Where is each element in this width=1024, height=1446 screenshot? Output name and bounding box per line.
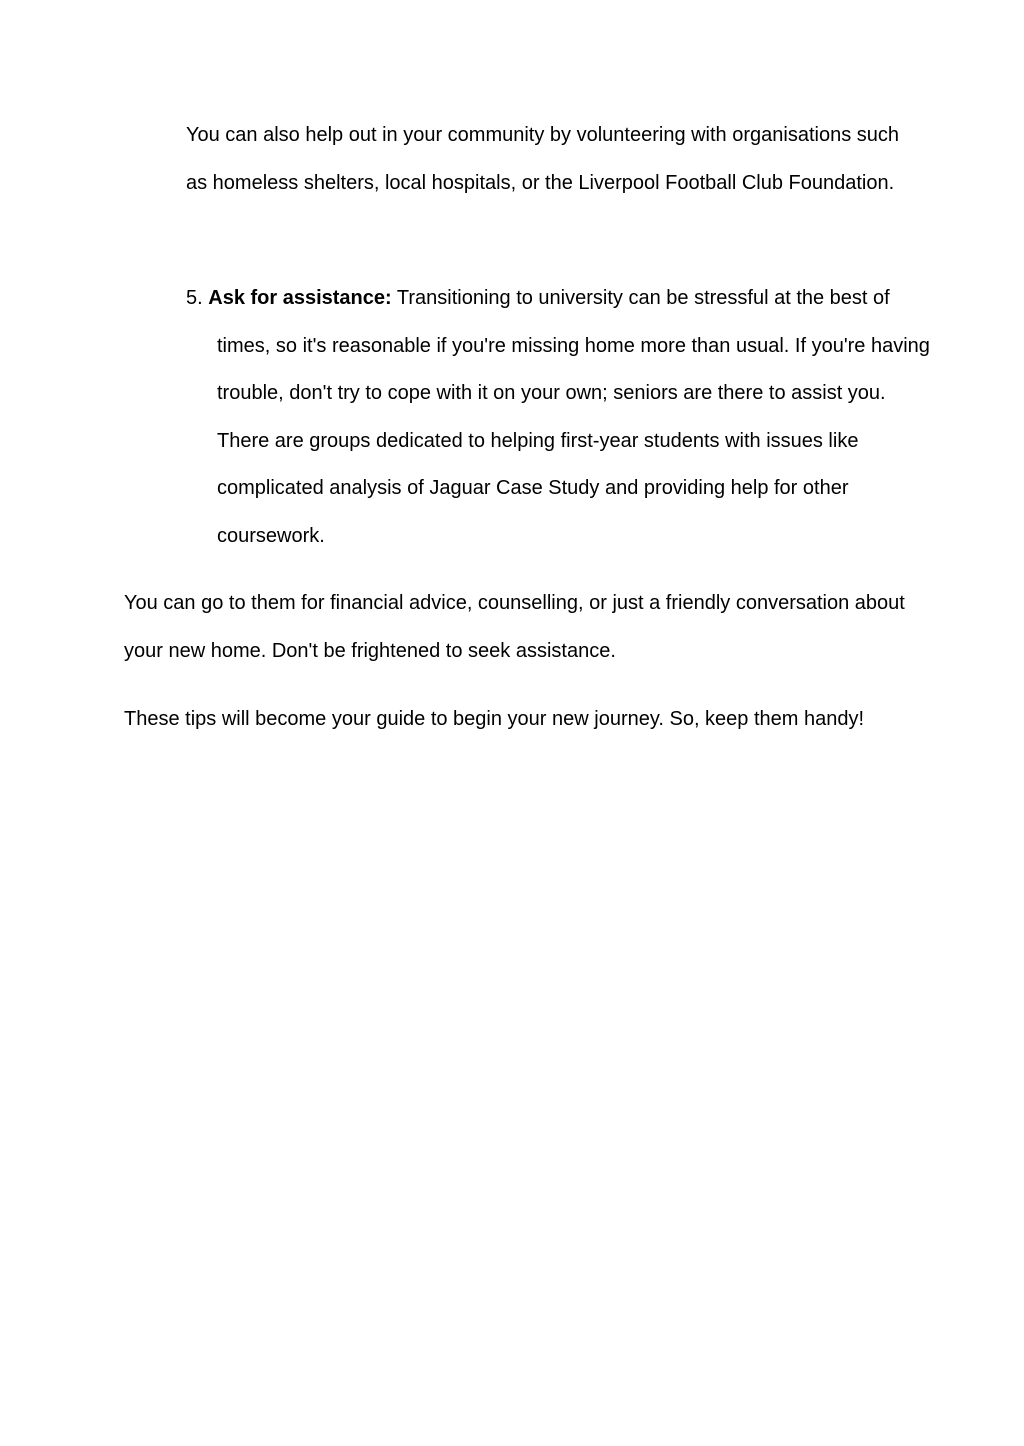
list-item-number: 5. (186, 287, 203, 309)
community-volunteering-paragraph: You can also help out in your community by volunteering with organisations such as homeless shelters, local hospitals, or the Liverpool Football Club Foundation. (186, 124, 900, 194)
list-item-ask-for-assistance (186, 275, 937, 560)
list-item-heading: Ask for assistance: (208, 287, 392, 309)
list-item-body: Transitioning to university can be stressful at the best of times, so it's reasonable if you're missing home more than usual. If you're having trouble, don't try to cope with it on your own; seniors are there to assist you. There are groups dedicated to helping first-year students with issues like complicated analysis of Jaguar Case Study and providing help for other coursework. (217, 287, 930, 547)
support-paragraph: You can go to them for financial advice, counselling, or just a friendly conversation about your new home. Don't be frightened to seek assistance. (124, 592, 905, 662)
closing-paragraph: These tips will become your guide to begin your new journey. So, keep them handy! (124, 708, 865, 730)
